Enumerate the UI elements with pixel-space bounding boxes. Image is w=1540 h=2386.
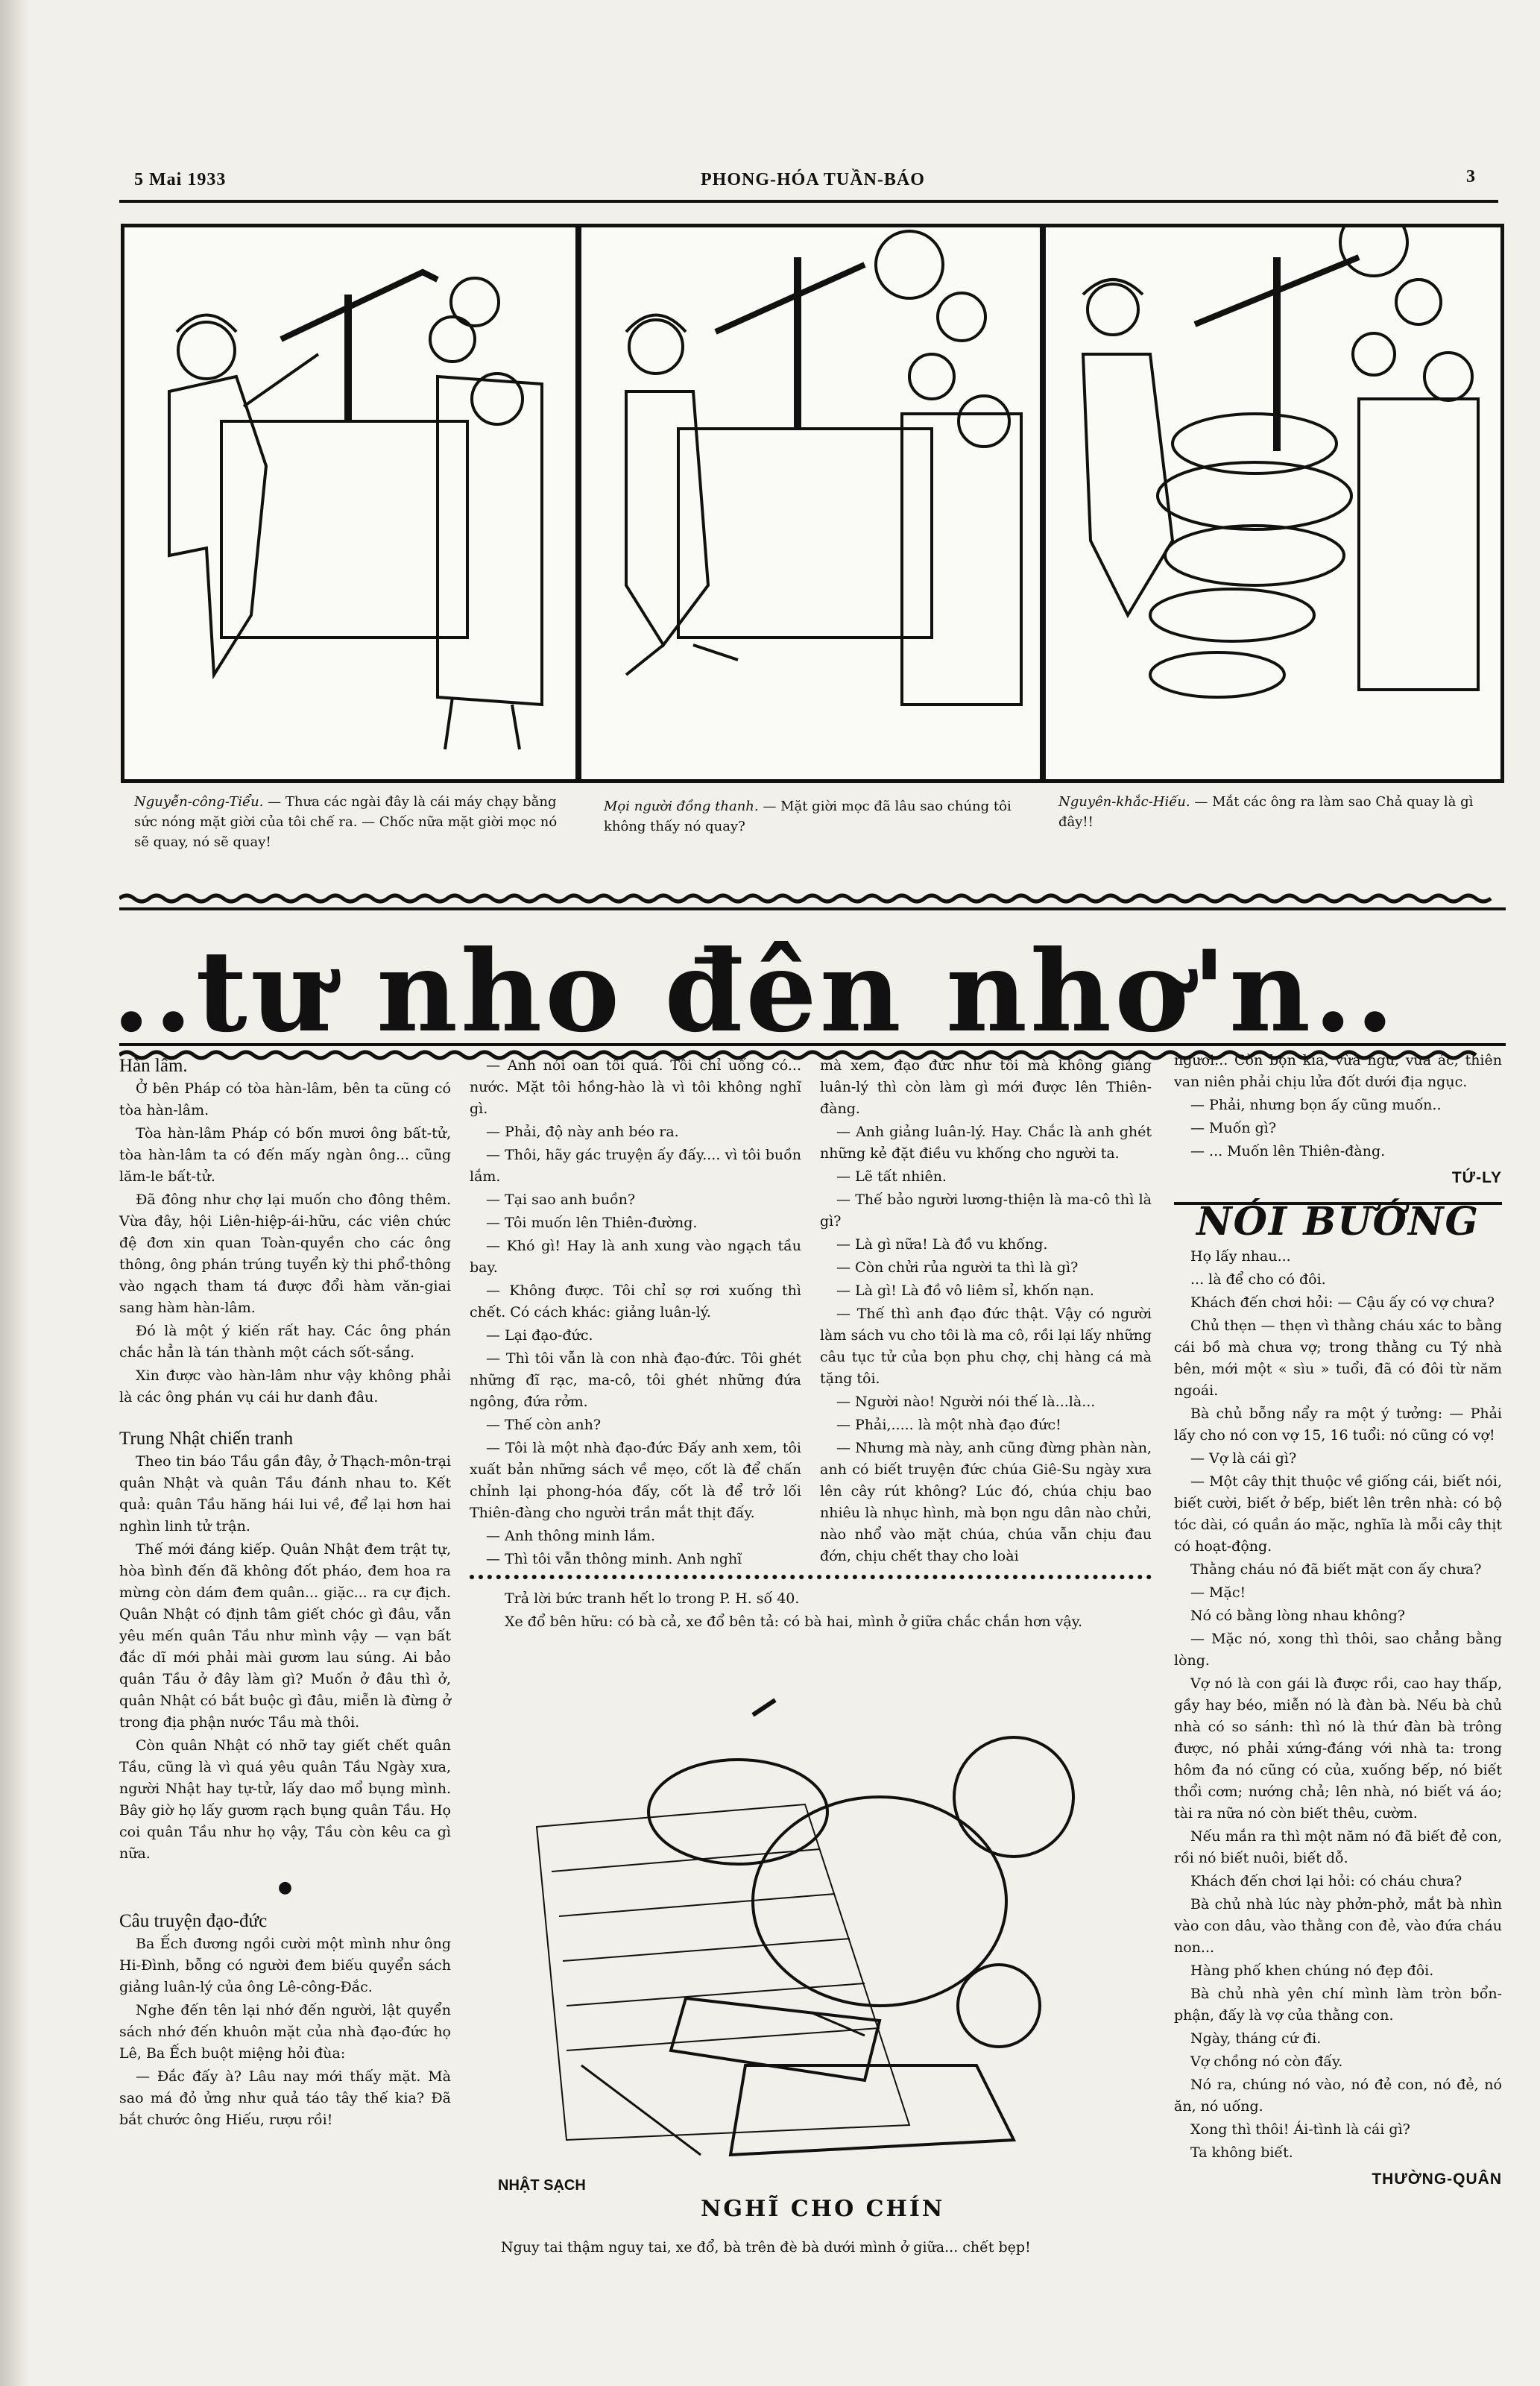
page-number: 3 xyxy=(1466,167,1476,186)
section-title-noi-buong: NÓI BƯỚNG xyxy=(1196,1199,1480,1244)
dialogue-line: — Phải,..... là một nhà đạo đức! xyxy=(836,1417,1061,1433)
dialogue-line: — Phải, nhưng bọn ấy cũng muốn.. xyxy=(1190,1097,1442,1113)
paragraph: Theo tin báo Tầu gần đây, ở Thạch-môn-trại quân Nhật và quân Tầu đánh nhau to. Kết quả: quân Tầu hăng hái lui về, để lại hơn hai nghìn linh tử trận. xyxy=(119,1453,451,1534)
page-header xyxy=(127,166,1491,195)
comic-caption-2 xyxy=(604,796,1036,837)
story-line: Khách đến chơi lại hỏi: có cháu chưa? xyxy=(1190,1873,1462,1889)
paragraph: Thế mới đáng kiếp. Quân Nhật đem trật tự, hòa bình đến đã không đốt pháo, đem hoa ra mừng còn dám đem quân... giặc... ra cự địch. Quân Nhật có định tâm giết chóc gì đâu, vẫn yêu mến quân Tầu như mình vậy — vạn bất đắc dĩ mới phải mài gươm lau súng. Ai bảo quân Tầu ở đây làm gì? Muốn ở đâu thì ở, quân Nhật có bắt buộc gì đâu, miễn là đừng ở trong địa phận nước Tầu mà thôi. xyxy=(119,1541,451,1731)
column-1 xyxy=(119,1055,451,2132)
story-line: — Mặc nó, xong thì thôi, sao chẳng bằng lòng. xyxy=(1174,1631,1502,1669)
story-line: Bà chủ nhà lúc này phởn-phở, mắt bà nhìn vào con dâu, vào thằng con đẻ, vào đứa cháu non... xyxy=(1174,1896,1502,1956)
story-line: Ta không biết. xyxy=(1190,2144,1293,2161)
dialogue-line: — ... Muốn lên Thiên-đàng. xyxy=(1190,1143,1386,1159)
dialogue-line: — Tôi muốn lên Thiên-đường. xyxy=(486,1215,698,1231)
dialogue-line: — Anh nói oan tôi quá. Tôi chỉ uống có... nước. Mặt tôi hồng-hào là vì tôi không nghĩ gì. xyxy=(470,1057,801,1117)
dialogue-line: người... Còn bọn kia, vừa ngu, vừa ác, thiên van niên phải chịu lửa đốt dưới địa ngục. xyxy=(1174,1052,1502,1090)
answer-illustration xyxy=(492,1678,1148,2200)
illustration-artist: NHẬT SẠCH xyxy=(498,2177,586,2194)
dotted-rule xyxy=(470,1575,1152,1579)
dialogue-line: — Nhưng mà này, anh cũng đừng phàn nàn, anh có biết truyện đức chúa Giê-Su ngày xưa lên cây rút không? Lúc đó, chúa chịu bao nhiêu là nhục hình, mà bọn ngu dân nào chửi, nào nhổ vào mặt chúa, chúa vẫn chịu đau đớn, chịu chết thay cho loài xyxy=(820,1440,1152,1564)
story-line: Nó ra, chúng nó vào, nó đẻ con, nó đẻ, nó ăn, nó uống. xyxy=(1174,2077,1502,2115)
story-line: Nếu mắn ra thì một năm nó đã biết đẻ con, rồi nó biết nuôi, biết dỗ. xyxy=(1174,1828,1502,1866)
comic-caption-3 xyxy=(1058,792,1498,832)
story-line: Thằng cháu nó đã biết mặt con ấy chưa? xyxy=(1190,1561,1482,1578)
dialogue-line: — Phải, độ này anh béo ra. xyxy=(486,1124,679,1140)
paragraph: Đã đông như chợ lại muốn cho đông thêm. Vừa đây, hội Liên-hiệp-ái-hữu, các viên chức đệ đơn xin quan Toàn-quyền cho các ông thông, ông phán trúng tuyển kỳ thi phổ-thông vào ngạch tham tá được đổi hàm văn-giai sang hàm hàn-lâm. xyxy=(119,1192,451,1316)
answer-line: Xe đổ bên hữu: có bà cả, xe đổ bên tả: có bà hai, mình ở giữa chắc chắn hơn vậy. xyxy=(505,1614,1083,1630)
answer-box-text xyxy=(488,1588,1144,1634)
paragraph: Xin được vào hàn-lâm như vậy không phải là các ông phán vụ cái hư danh đâu. xyxy=(119,1367,451,1406)
story-line: Xong thì thôi! Ái-tình là cái gì? xyxy=(1190,2121,1410,2138)
comic-panel-3 xyxy=(1042,224,1504,783)
section-title-dao-duc: Câu truyện đạo-đức xyxy=(119,1911,268,1931)
illustration-title: NGHĨ CHO CHÍN xyxy=(701,2196,945,2222)
dialogue-line: — Anh thông minh lắm. xyxy=(486,1528,656,1544)
paragraph: Ở bên Pháp có tòa hàn-lâm, bên ta cũng có tòa hàn-lâm. xyxy=(119,1080,451,1118)
dialogue-line: — Tại sao anh buồn? xyxy=(486,1192,636,1208)
dialogue-line: — Là gì nữa! Là đồ vu khống. xyxy=(836,1236,1048,1253)
dialogue-line: — Thế còn anh? xyxy=(486,1417,602,1433)
comic-panel-1 xyxy=(121,224,579,783)
comic-panel-1-drawing xyxy=(124,227,575,779)
caption-1-text: — Thưa các ngài đây là cái máy chạy bằng sức nóng mặt giời của tôi chế ra. — Chốc nữa mặt giời mọc nó sẽ quay, nó sẽ quay! xyxy=(134,794,558,850)
story-line: Vợ chồng nó còn đấy. xyxy=(1190,2053,1343,2070)
dialogue-line: — Khó gì! Hay là anh xung vào ngạch tầu bay. xyxy=(470,1238,801,1276)
story-line: — Vợ là cái gì? xyxy=(1190,1450,1297,1467)
paragraph: Còn quân Nhật có nhỡ tay giết chết quân Tầu, cũng là vì quá yêu quân Tầu Ngày xưa, người Nhật hay tự-tử, lấy dao mổ bụng mình. Bây giờ họ lấy gươm rạch bụng quân Tầu. Họ coi quân Tầu như họ vậy, Tầu còn kêu ca gì nữa. xyxy=(119,1737,451,1862)
masthead: PHONG-HÓA TUẦN-BÁO xyxy=(701,170,925,189)
story-line: ... là để cho có đôi. xyxy=(1190,1271,1326,1288)
story-line: Chủ thẹn — thẹn vì thằng cháu xác to bằng cái bồ mà chưa vợ; trong thằng cu Tý nhà bên, mới một « sìu » tuổi, đã có đôi từ năm ngoái. xyxy=(1174,1318,1502,1399)
story-line: Khách đến chơi hỏi: — Cậu ấy có vợ chưa? xyxy=(1190,1294,1495,1311)
dialogue-line: — Lẽ tất nhiên. xyxy=(836,1168,947,1185)
section-title-trung-nhat: Trung Nhật chiến tranh xyxy=(119,1429,294,1449)
dialogue-line: — Người nào! Người nói thế là...là... xyxy=(836,1394,1096,1410)
signature-tu-ly: TỨ-LY xyxy=(1451,1169,1502,1186)
answer-line: Trả lời bức tranh hết lo trong P. H. số 40. xyxy=(505,1590,800,1607)
header-rule xyxy=(119,200,1498,203)
paragraph: Đó là một ý kiến rất hay. Các ông phán chắc hẳn là tán thành một cách sốt-sắng. xyxy=(119,1323,451,1361)
paragraph: Ba Ếch đương ngồi cười một mình như ông Hi-Đình, bỗng có người đem biếu quyển sách giảng luân-lý của ông Lê-công-Đắc. xyxy=(119,1936,451,1995)
story-line: — Một cây thịt thuộc về giống cái, biết nói, biết cười, biết ở bếp, biết lên trên nhà: có bộ tóc dài, có quần áo mặc, nghĩa là mỗi cây thịt có hoạt-động. xyxy=(1174,1473,1502,1555)
story-line: Hàng phố khen chúng nó đẹp đôi. xyxy=(1190,1962,1434,1979)
comic-panel-3-drawing xyxy=(1046,227,1500,779)
illustration-caption xyxy=(485,2237,1148,2260)
dialogue-line: — Thôi, hãy gác truyện ấy đấy.... vì tôi buồn lắm. xyxy=(470,1147,801,1185)
page-edge-shadow xyxy=(0,0,30,2386)
dialogue-line: — Anh giảng luân-lý. Hay. Chắc là anh ghét những kẻ đặt điều vu khống cho người ta. xyxy=(820,1124,1152,1162)
caption-2-speaker: Mọi người đồng thanh. xyxy=(604,799,759,814)
caption-line: Nguy tai thậm nguy tai, xe đổ, bà trên đè bà dưới mình ở giữa... chết bẹp! xyxy=(501,2239,1031,2256)
dialogue-line: — Không được. Tôi chỉ sợ rơi xuống thì chết. Có cách khác: giảng luân-lý. xyxy=(470,1282,801,1321)
story-line: Bà chủ bỗng nẩy ra một ý tưởng: — Phải lấy cho nó con vợ 15, 16 tuổi: nó cũng có vợ! xyxy=(1174,1406,1502,1444)
dialogue-line: — Thế bảo người lương-thiện là ma-cô thì là gì? xyxy=(820,1192,1152,1230)
story-line: Vợ nó là con gái là được rồi, cao hay thấp, gầy hay béo, miễn nó là đàn bà. Nếu bà chủ nhà có so sánh: thì nó là thứ đàn bà trông được, nó phải xứng-đáng với nhà ta: trong hôm đa nó cũng có của, xuống bếp, nó biết thổi cơm; nướng chả; lên nhà, nó biết vá áo; tài ra nữa nó còn biết thêu, cườm. xyxy=(1174,1675,1502,1822)
column-3 xyxy=(820,1055,1152,1569)
dialogue-line: — Thì tôi vẫn là con nhà đạo-đức. Tôi ghét những đĩ rạc, ma-cô, tôi ghét những đứa ngông, đứa rởm. xyxy=(470,1350,801,1410)
wavy-rule-top xyxy=(119,891,1506,915)
dialogue-line: — Là gì! Là đồ vô liêm sỉ, khốn nạn. xyxy=(836,1282,1094,1299)
dialogue-line: — Còn chửi rủa người ta thì là gì? xyxy=(836,1259,1079,1276)
headline: ..tư nho đên nhơ'n.. xyxy=(112,926,1398,1057)
paragraph: Tòa hàn-lâm Pháp có bốn mươi ông bất-tử, tòa hàn-lâm ta có đến mấy ngàn ông... cũng lăm-le bất-tử. xyxy=(119,1125,451,1185)
story-line: Nó có bằng lòng nhau không? xyxy=(1190,1608,1405,1624)
caption-3-speaker: Nguyên-khắc-Hiếu. xyxy=(1058,794,1190,810)
signature-thuong-quan: THƯỜNG-QUÂN xyxy=(1372,2171,1502,2188)
column-2 xyxy=(470,1055,801,1572)
dialogue-line: — Muốn gì? xyxy=(1190,1120,1277,1136)
caption-2-text: — Mặt giời mọc đã lâu sao chúng tôi không thấy nó quay? xyxy=(604,799,1012,834)
dialogue-line: — Tôi là một nhà đạo-đức Đấy anh xem, tôi xuất bản những sách về mẹo, cốt là để chấn chỉnh lại phong-hóa đấy, cốt là để trở lối Thiên-đàng cho người trần mắt thịt đấy. xyxy=(470,1440,801,1521)
bullet-divider: ● xyxy=(277,1878,293,1897)
paragraph: Nghe đến tên lại nhớ đến người, lật quyển sách nhớ đến khuôn mặt của nhà đạo-đức họ Lê, Ba Ếch buột miệng hỏi đùa: xyxy=(119,2002,451,2062)
column-4 xyxy=(1174,1050,1502,2190)
story-line: Bà chủ nhà yên chí mình làm tròn bổn-phận, đấy là vợ của thằng con. xyxy=(1174,1986,1502,2024)
paragraph: — Đắc đấy à? Lâu nay mới thấy mặt. Mà sao má đỏ ửng như quả táo tây thế kia? Đã bắt chước ông Hiếu, rượu rồi! xyxy=(119,2068,451,2128)
dialogue-line: mà xem, đạo đức như tôi mà không giảng luân-lý thì còn làm gì mới được lên Thiên-đàng. xyxy=(820,1057,1152,1117)
comic-panel-2-drawing xyxy=(581,227,1040,779)
story-line: — Mặc! xyxy=(1190,1584,1246,1601)
caption-1-speaker: Nguyễn-công-Tiểu. xyxy=(134,794,264,810)
caption-3-text: — Mắt các ông ra làm sao Chả quay là gì đây!! xyxy=(1058,794,1474,830)
story-line: Ngày, tháng cứ đi. xyxy=(1190,2030,1322,2047)
dialogue-line: — Thì tôi vẫn thông minh. Anh nghĩ xyxy=(486,1551,742,1567)
section-title-han-lam: Hàn lâm. xyxy=(119,1056,188,1076)
story-line: Họ lấy nhau... xyxy=(1190,1248,1291,1265)
dialogue-line: — Thế thì anh đạo đức thật. Vậy có người làm sách vu cho tôi là ma cô, rồi lại lấy những câu tục tử của bọn phu chợ, chị hàng cá mà tặng tôi. xyxy=(820,1306,1152,1387)
comic-caption-1 xyxy=(134,792,559,852)
comic-panel-2 xyxy=(578,224,1044,783)
dialogue-line: — Lại đạo-đức. xyxy=(486,1327,593,1344)
issue-date: 5 Mai 1933 xyxy=(134,170,227,189)
